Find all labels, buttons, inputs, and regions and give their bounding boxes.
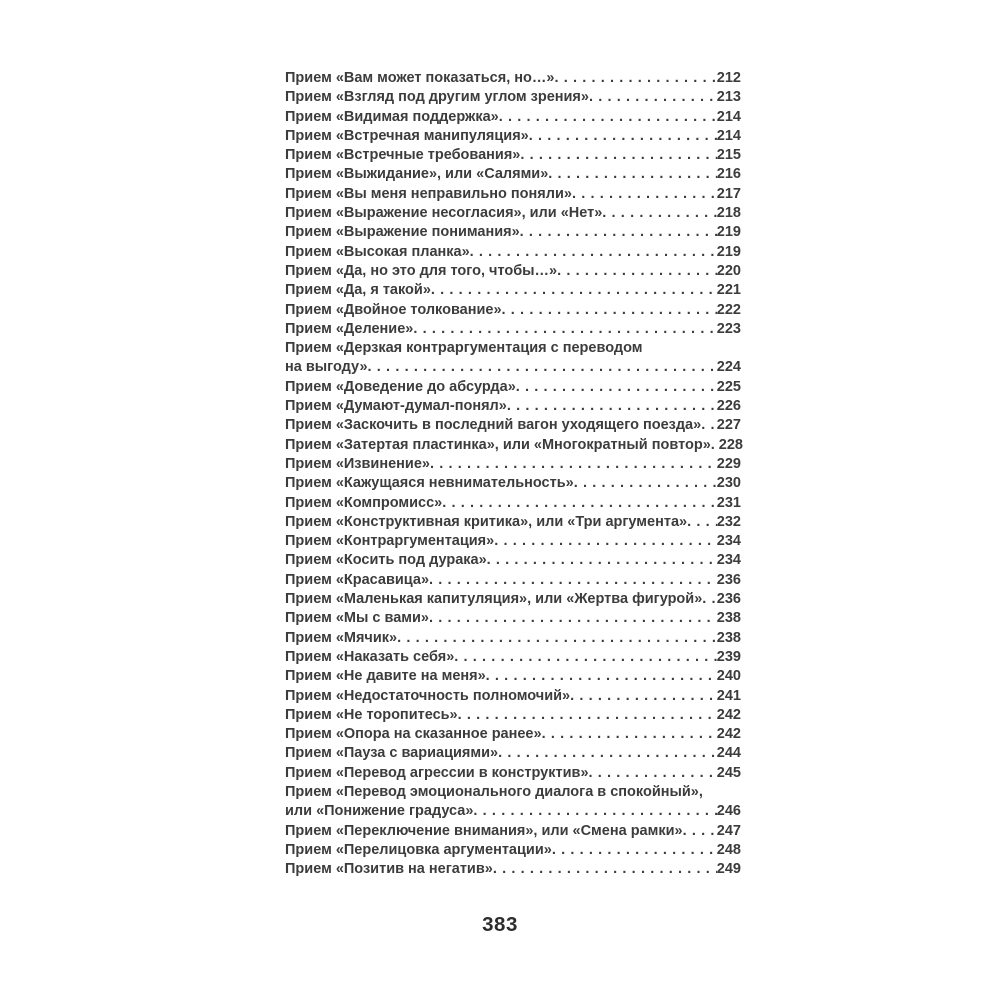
toc-entry-title: Прием «Выжидание», или «Салями» (285, 166, 549, 183)
toc-entry-page: 223 (716, 320, 741, 337)
toc-entry-title: Прием «Мячик» (285, 629, 398, 646)
toc-entry-page: 224 (716, 359, 741, 376)
toc-entry (285, 494, 741, 513)
toc-entry (285, 301, 741, 320)
toc-entry-page: 240 (716, 668, 741, 685)
toc-entry-title: Прием «Выражение понимания» (285, 224, 520, 241)
toc-entry-title: Прием «Вам может показаться, но…» (285, 70, 555, 86)
dot-leader (470, 243, 717, 262)
toc-entry (285, 841, 741, 860)
dot-leader (494, 532, 717, 551)
toc-entry-title: Прием «Взгляд под другим углом зрения» (285, 89, 589, 106)
toc-entry-title: Прием «Конструктивная критика», или «Три аргумента» (285, 513, 688, 530)
toc-entry-title: Прием «Извинение» (285, 455, 430, 472)
toc-entry-page: 219 (716, 243, 741, 260)
toc-entry-page: 217 (716, 185, 741, 202)
dot-leader (529, 127, 717, 146)
toc-entry (285, 223, 741, 242)
toc-entry (285, 146, 741, 165)
toc-entry-page: 214 (716, 108, 741, 125)
dot-leader (498, 744, 717, 763)
dot-leader (502, 301, 717, 320)
toc-entry-page: 226 (716, 398, 741, 415)
toc-entry-continued (285, 783, 741, 802)
toc-entry-title: Прием «Компромисс» (285, 494, 443, 511)
dot-leader (429, 609, 717, 628)
dot-leader (701, 416, 717, 435)
toc-entry-title: Прием «Вы меня неправильно поняли» (285, 185, 572, 202)
dot-leader (589, 764, 717, 783)
dot-leader (442, 494, 717, 513)
dot-leader (430, 455, 717, 474)
toc-entry-page: 231 (716, 494, 741, 511)
toc-entry-title: Прием «Недостаточность полномочий» (285, 687, 571, 704)
toc-entry (285, 378, 741, 397)
toc-entry-page: 228 (718, 436, 743, 453)
dot-leader (429, 571, 717, 590)
toc-entry (285, 185, 741, 204)
toc-entry-page: 227 (716, 417, 741, 434)
dot-leader (499, 108, 717, 127)
toc-entry-title: Прием «Опора на сказанное ранее» (285, 726, 542, 743)
dot-leader (570, 687, 717, 706)
toc-entry-page: 236 (716, 591, 741, 608)
toc-entry (285, 436, 741, 455)
dot-leader (507, 397, 717, 416)
toc-entry-page: 221 (716, 282, 741, 299)
toc-entry-page: 241 (716, 687, 741, 704)
toc-entry-page: 218 (716, 205, 741, 222)
dot-leader (687, 513, 717, 532)
dot-leader (557, 262, 717, 281)
dot-leader (711, 436, 719, 455)
toc-entry-title: Прием «Заскочить в последний вагон уходящего поезда» (285, 417, 702, 434)
toc-entry-page: 214 (716, 127, 741, 144)
toc-entry-title: Прием «Да, я такой» (285, 282, 431, 299)
toc-entry-title: Прием «Перевод агрессии в конструктив» (285, 764, 589, 781)
toc-entry-title: на выгоду» (285, 359, 368, 376)
dot-leader (516, 378, 717, 397)
toc-entry-page: 238 (716, 610, 741, 627)
toc-entry (285, 281, 741, 300)
toc-entry-title: Прием «Перелицовка аргументации» (285, 841, 552, 858)
dot-leader (548, 165, 717, 184)
toc-entry-title: Прием «Дерзкая контраргументация с переводом (285, 340, 643, 357)
dot-leader (520, 146, 716, 165)
toc-entry-page: 215 (716, 147, 741, 164)
dot-leader (572, 185, 717, 204)
toc-entry (285, 69, 741, 88)
toc-entry (285, 571, 741, 590)
page-number: 383 (482, 913, 518, 936)
toc-entry-title: или «Понижение градуса» (285, 803, 474, 820)
toc-entry (285, 455, 741, 474)
toc-entry-title: Прием «Выражение несогласия», или «Нет» (285, 205, 603, 222)
toc-entry-page: 234 (716, 552, 741, 569)
toc-entry-title: Прием «Наказать себя» (285, 648, 455, 665)
toc-entry (285, 648, 741, 667)
toc-entry (285, 127, 741, 146)
toc-entry (285, 513, 741, 532)
toc-entry-page: 230 (716, 475, 741, 492)
toc-entry-title: Прием «Да, но это для того, чтобы…» (285, 262, 558, 279)
dot-leader (486, 667, 717, 686)
toc-entry-page: 238 (716, 629, 741, 646)
dot-leader (589, 88, 717, 107)
toc-entry (285, 629, 741, 648)
toc-entry (285, 725, 741, 744)
toc-entry-page: 242 (716, 706, 741, 723)
toc-entry-page: 229 (716, 455, 741, 472)
toc-entry (285, 320, 741, 339)
dot-leader (458, 706, 717, 725)
dot-leader (520, 223, 717, 242)
toc-entry (285, 609, 741, 628)
toc-entry-page: 213 (716, 89, 741, 106)
toc-entry-title: Прием «Контраргументация» (285, 533, 495, 550)
toc-entry (285, 822, 741, 841)
toc-entry (285, 532, 741, 551)
toc-entry-page: 242 (716, 726, 741, 743)
toc-entry-title: Прием «Двойное толкование» (285, 301, 502, 318)
toc-entry (285, 860, 741, 879)
toc-entry-page: 222 (716, 301, 741, 318)
toc-entry-title: Прием «Не торопитесь» (285, 706, 458, 723)
toc-entry (285, 88, 741, 107)
toc-entry-title: Прием «Кажущаяся невнимательность» (285, 475, 574, 492)
toc-entry-page: 247 (716, 822, 741, 839)
toc-entry-title: Прием «Затертая пластинка», или «Многократный повтор» (285, 436, 711, 453)
dot-leader (397, 629, 717, 648)
toc-entry (285, 667, 741, 686)
toc-entry (285, 687, 741, 706)
toc-entry-title: Прием «Мы с вами» (285, 610, 429, 627)
toc-entry (285, 397, 741, 416)
toc-entry-title: Прием «Видимая поддержка» (285, 108, 499, 125)
toc-entry (285, 706, 741, 725)
toc-entry (285, 204, 741, 223)
dot-leader (487, 551, 717, 570)
toc-entry-continued (285, 339, 741, 358)
toc-entry-page: 249 (716, 861, 741, 878)
toc-entry-title: Прием «Позитив на негатив» (285, 861, 493, 878)
toc-entry-page: 212 (716, 70, 741, 86)
dot-leader (473, 802, 716, 821)
dot-leader (454, 648, 717, 667)
dot-leader (413, 320, 716, 339)
toc-entry (285, 802, 741, 821)
toc-entry-page: 225 (716, 378, 741, 395)
toc-entry (285, 262, 741, 281)
dot-leader (542, 725, 717, 744)
toc-entry-title: Прием «Высокая планка» (285, 243, 470, 260)
toc-entry (285, 358, 741, 377)
toc-entry-page: 245 (716, 764, 741, 781)
toc-entry-title: Прием «Не давите на меня» (285, 668, 486, 685)
dot-leader (493, 860, 717, 879)
dot-leader (602, 204, 717, 223)
toc-entry-title: Прием «Доведение до абсурда» (285, 378, 516, 395)
toc-list (285, 69, 741, 879)
toc-entry-title: Прием «Маленькая капитуляция», или «Жертва фигурой» (285, 591, 703, 608)
toc-entry-title: Прием «Косить под дурака» (285, 552, 487, 569)
dot-leader (431, 281, 717, 300)
dot-leader (702, 590, 717, 609)
toc-entry-page: 219 (716, 224, 741, 241)
toc-entry-page: 220 (716, 262, 741, 279)
toc-entry-page: 248 (716, 841, 741, 858)
toc-entry (285, 764, 741, 783)
toc-entry-page: 232 (716, 513, 741, 530)
dot-leader (552, 841, 717, 860)
toc-entry (285, 243, 741, 262)
toc-entry-title: Прием «Переключение внимания», или «Смена рамки» (285, 822, 683, 839)
toc-entry-page: 234 (716, 533, 741, 550)
toc-entry-title: Прием «Деление» (285, 320, 414, 337)
toc-entry (285, 474, 741, 493)
toc-entry-page: 236 (716, 571, 741, 588)
toc-entry-title: Прием «Пауза с вариациями» (285, 745, 499, 762)
dot-leader (683, 822, 717, 841)
toc-entry-title: Прием «Встречная манипуляция» (285, 127, 529, 144)
toc-entry-page: 244 (716, 745, 741, 762)
toc-entry (285, 551, 741, 570)
dot-leader (554, 69, 716, 88)
toc-entry-title: Прием «Встречные требования» (285, 147, 521, 164)
toc-entry-page: 216 (716, 166, 741, 183)
dot-leader (368, 358, 717, 377)
toc-entry (285, 416, 741, 435)
toc-entry (285, 590, 741, 609)
toc-entry-page: 239 (716, 648, 741, 665)
toc-entry (285, 744, 741, 763)
toc-entry-title: Прием «Красавица» (285, 571, 430, 588)
toc-entry (285, 108, 741, 127)
toc-entry-page: 246 (716, 803, 741, 820)
toc-entry-title: Прием «Думают-думал-понял» (285, 398, 507, 415)
dot-leader (574, 474, 717, 493)
toc-entry-title: Прием «Перевод эмоционального диалога в спокойный», (285, 783, 703, 800)
toc-entry (285, 165, 741, 184)
